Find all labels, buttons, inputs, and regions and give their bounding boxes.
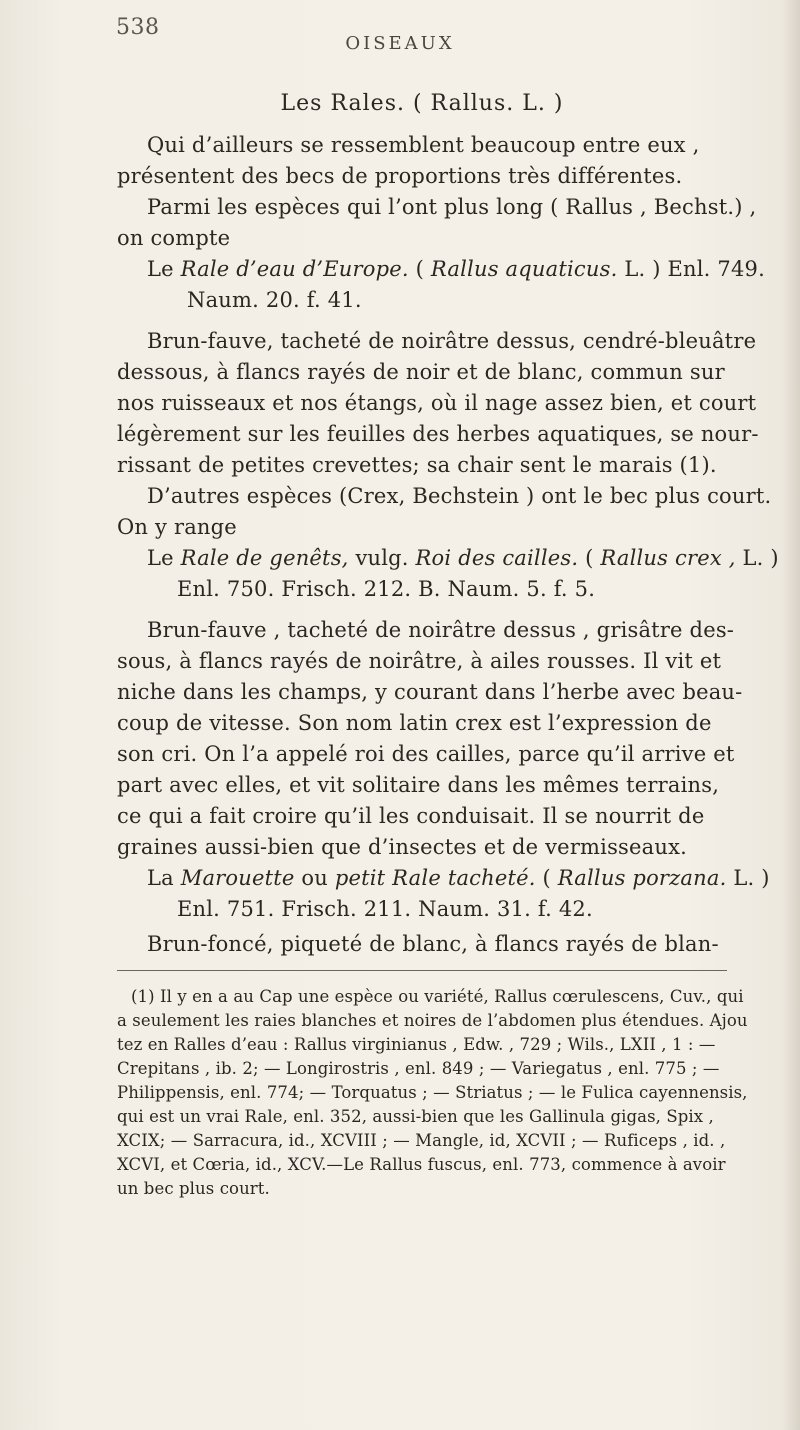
footnote-line: un bec plus court. [117,1179,270,1198]
species-reference: Naum. 20. f. 41. [187,288,362,312]
species-name: Marouette [180,866,295,890]
intro-line: Parmi les espèces qui l’ont plus long ( Rallus , Bechst.) , [147,195,757,219]
species-reference: Enl. 750. Frisch. 212. B. Naum. 5. f. 5. [177,577,596,601]
description-line: légèrement sur les feuilles des herbes aquatiques, se nour- [117,422,759,446]
species-name: Rale de genêts, [180,546,349,570]
species-entry-marouette: La Marouette ou petit Rale tacheté. ( Rallus porzana. L. ) [147,866,770,890]
footnote-rule [117,970,727,971]
common-name: petit Rale tacheté. [334,866,536,890]
description-line: dessous, à flancs rayés de noir et de blanc, commun sur [117,360,725,384]
species-entry-rale-genets: Le Rale de genêts, vulg. Roi des cailles. ( Rallus crex , L. ) [147,546,779,570]
footnote-line: tez en Ralles d’eau : Rallus virginianus , Edw. , 729 ; Wils., LXII , 1 : — [117,1035,716,1054]
description-line: part avec elles, et vit solitaire dans les mêmes terrains, [117,773,720,797]
description-line: son cri. On l’a appelé roi des cailles, parce qu’il arrive et [117,742,735,766]
main-text [117,80,779,1201]
description-line: rissant de petites crevettes; sa chair sent le marais (1). [117,453,717,477]
species-entry-rale-eau: Le Rale d’eau d’Europe. ( Rallus aquaticus. L. ) Enl. 749. [147,257,765,281]
species-name: Rale d’eau d’Europe. [180,257,409,281]
running-head: OISEAUX [345,33,455,54]
footnote-line: a seulement les raies blanches et noires de l’abdomen plus étendues. Ajou [117,1011,748,1030]
intro-line: Qui d’ailleurs se ressemblent beaucoup entre eux , [147,133,700,157]
description-line: Brun-fauve , tacheté de noirâtre dessus , grisâtre des- [147,618,735,642]
description-line: Brun-fauve, tacheté de noirâtre dessus, cendré-bleuâtre [147,329,757,353]
page-header [0,15,800,75]
description-line: Brun-foncé, piqueté de blanc, à flancs rayés de blan- [147,932,719,956]
crex-intro-line: D’autres espèces (Crex, Bechstein ) ont le bec plus court. [147,484,772,508]
description-line: coup de vitesse. Son nom latin crex est l’expression de [117,711,712,735]
intro-line: on compte [117,226,231,250]
description-line: sous, à flancs rayés de noirâtre, à ailes rousses. Il vit et [117,649,722,673]
intro-line: présentent des becs de proportions très différentes. [117,164,683,188]
species-reference: Enl. 751. Frisch. 211. Naum. 31. f. 42. [177,897,593,921]
latin-name: Rallus porzana. [557,866,727,890]
footnote-line: Crepitans , ib. 2; — Longirostris , enl. 849 ; — Variegatus , enl. 775 ; — [117,1059,720,1078]
footnote-line: XCIX; — Sarracura, id., XCVIII ; — Mangle, id, XCVII ; — Ruficeps , id. , [117,1131,726,1150]
description-line: niche dans les champs, y courant dans l’herbe avec beau- [117,680,743,704]
footnote-line: (1) Il y en a au Cap une espèce ou variété, Rallus cœrulescens, Cuv., qui [131,987,744,1006]
footnote [117,985,748,1201]
page-edge-shadow [782,0,800,1430]
crex-intro-line: On y range [117,515,237,539]
description-line: nos ruisseaux et nos étangs, où il nage assez bien, et court [117,391,757,415]
latin-name: Rallus aquaticus. [430,257,618,281]
section-title: Les Rales. ( Rallus. L. ) [280,91,564,116]
latin-name: Rallus crex , [600,546,736,570]
description-line: graines aussi-bien que d’insectes et de vermisseaux. [117,835,688,859]
page-number: 538 [116,15,160,40]
footnote-line: qui est un vrai Rale, enl. 352, aussi-bien que les Gallinula gigas, Spix , [117,1107,714,1126]
description-line: ce qui a fait croire qu’il les conduisait. Il se nourrit de [117,804,705,828]
footnote-line: XCVI, et Cœria, id., XCV.—Le Rallus fuscus, enl. 773, commence à avoir [117,1155,726,1174]
footnote-line: Philippensis, enl. 774; — Torquatus ; — Striatus ; — le Fulica cayennensis, [117,1083,748,1102]
common-name: Roi des cailles. [415,546,579,570]
